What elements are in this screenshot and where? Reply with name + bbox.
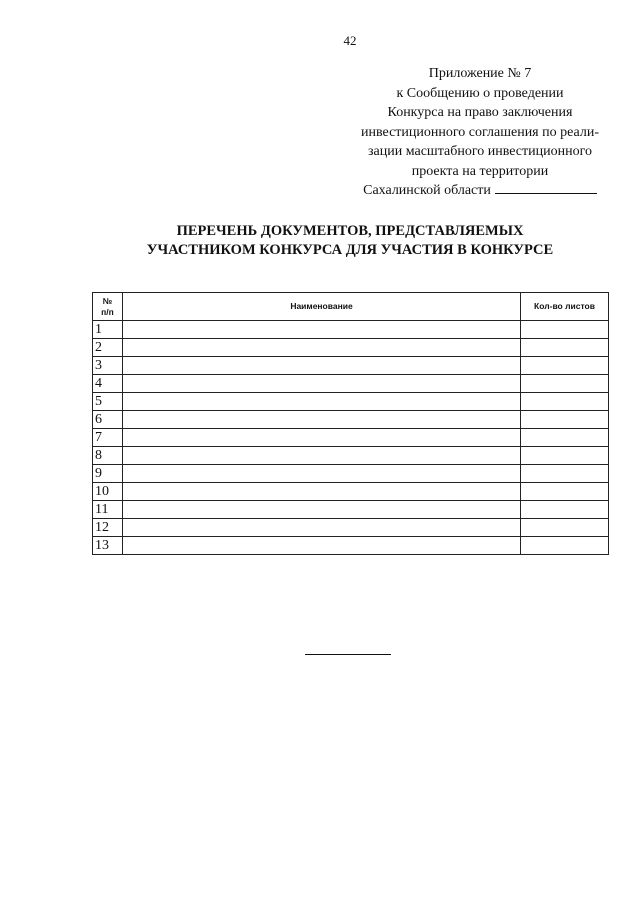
sheets-cell xyxy=(521,411,609,429)
name-cell xyxy=(123,321,521,339)
row-number: 8 xyxy=(93,447,123,465)
name-cell xyxy=(123,537,521,555)
row-number: 6 xyxy=(93,411,123,429)
appendix-line: зации масштабного инвестиционного xyxy=(368,144,592,159)
sheets-cell xyxy=(521,465,609,483)
sheets-cell xyxy=(521,483,609,501)
row-number: 3 xyxy=(93,357,123,375)
sheets-cell xyxy=(521,357,609,375)
header-number-symbol: № xyxy=(102,295,113,306)
signature-blank xyxy=(495,181,597,194)
row-number: 5 xyxy=(93,393,123,411)
table-row xyxy=(93,321,609,339)
appendix-line: Приложение № 7 xyxy=(428,66,532,81)
row-number: 4 xyxy=(93,375,123,393)
appendix-last-line xyxy=(330,181,630,201)
table-row xyxy=(93,537,609,555)
name-cell xyxy=(123,465,521,483)
sheets-cell xyxy=(521,501,609,519)
table-row xyxy=(93,411,609,429)
table-row xyxy=(93,357,609,375)
sheets-cell xyxy=(521,339,609,357)
sheets-cell xyxy=(521,447,609,465)
table-row xyxy=(93,501,609,519)
name-cell xyxy=(123,393,521,411)
appendix-line: проекта на территории xyxy=(411,163,549,179)
appendix-line: к Сообщению о проведении xyxy=(396,85,564,101)
name-cell xyxy=(123,429,521,447)
closing-rule xyxy=(305,654,391,655)
table-row xyxy=(93,447,609,465)
table-row xyxy=(93,519,609,537)
name-cell xyxy=(123,339,521,357)
sheets-cell xyxy=(521,429,609,447)
appendix-note xyxy=(330,64,630,201)
table-row xyxy=(93,393,609,411)
document-title xyxy=(70,222,630,260)
name-cell xyxy=(123,519,521,537)
row-number: 9 xyxy=(93,465,123,483)
appendix-line: Конкурса на право заключения xyxy=(387,105,573,120)
title-line: УЧАСТНИКОМ КОНКУРСА ДЛЯ УЧАСТИЯ В КОНКУРСЕ xyxy=(146,242,554,258)
documents-table xyxy=(92,292,609,555)
table-row xyxy=(93,339,609,357)
name-cell xyxy=(123,447,521,465)
appendix-line: инвестиционного соглашения по реали- xyxy=(361,124,599,140)
row-number: 11 xyxy=(93,501,123,519)
table-row xyxy=(93,465,609,483)
name-cell xyxy=(123,375,521,393)
page-number: 42 xyxy=(343,33,357,48)
name-cell xyxy=(123,501,521,519)
sheets-cell xyxy=(521,375,609,393)
title-line: ПЕРЕЧЕНЬ ДОКУМЕНТОВ, ПРЕДСТАВЛЯЕМЫХ xyxy=(176,223,524,239)
row-number: 1 xyxy=(93,321,123,339)
table-row xyxy=(93,483,609,501)
header-number-abbr: п/п xyxy=(101,306,114,317)
header-name: Наименование xyxy=(123,293,521,321)
row-number: 7 xyxy=(93,429,123,447)
name-cell xyxy=(123,411,521,429)
row-number: 10 xyxy=(93,483,123,501)
sheets-cell xyxy=(521,393,609,411)
sheets-cell xyxy=(521,519,609,537)
sheets-cell xyxy=(521,537,609,555)
name-cell xyxy=(123,483,521,501)
table-row xyxy=(93,375,609,393)
row-number: 2 xyxy=(93,339,123,357)
header-number xyxy=(93,293,123,321)
appendix-line: Сахалинской области xyxy=(363,183,491,198)
header-sheets: Кол-во листов xyxy=(521,293,609,321)
name-cell xyxy=(123,357,521,375)
sheets-cell xyxy=(521,321,609,339)
row-number: 12 xyxy=(93,519,123,537)
table-row xyxy=(93,429,609,447)
row-number: 13 xyxy=(93,537,123,555)
table-header-row xyxy=(93,293,609,321)
